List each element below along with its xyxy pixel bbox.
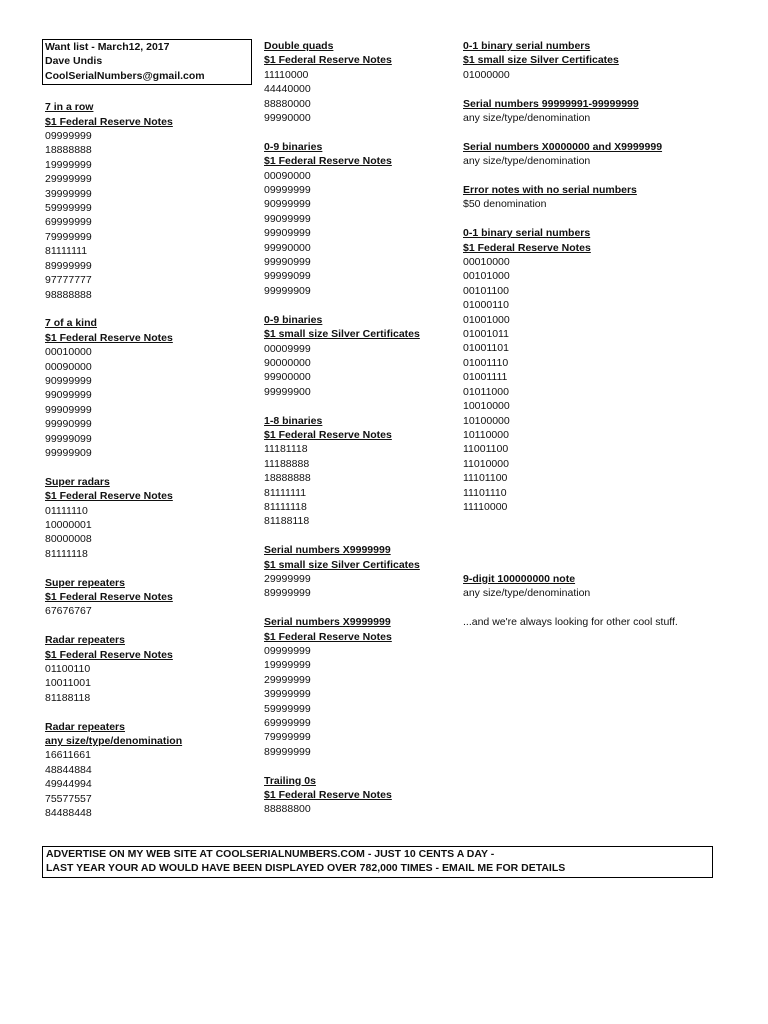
section-subheading: $1 Federal Reserve Notes: [264, 789, 392, 802]
want-section: [463, 97, 743, 126]
serial-number: 11010000: [463, 457, 509, 470]
serial-number: 99900000: [264, 371, 311, 384]
section-heading: Serial numbers X9999999: [264, 616, 391, 629]
serial-number: 11101110: [463, 486, 507, 499]
list-title: Want list - March12, 2017: [45, 41, 170, 53]
serial-number: 01000000: [463, 68, 510, 81]
serial-number: any size/type/denomination: [463, 155, 591, 168]
want-section: [463, 39, 743, 82]
serial-number: 88888800: [264, 803, 311, 816]
column-3: [463, 39, 743, 644]
want-section: [264, 774, 459, 817]
section-heading: Serial numbers 99999991-99999999: [463, 97, 639, 110]
column-2-sections: [264, 39, 459, 817]
serial-number: 19999999: [264, 659, 311, 672]
serial-number: 00009999: [264, 342, 311, 355]
section-subheading: $1 Federal Reserve Notes: [45, 590, 173, 603]
serial-number: 99999909: [45, 446, 92, 459]
serial-number: 01000110: [463, 299, 509, 312]
want-section: [45, 100, 255, 302]
serial-number: 11101100: [463, 472, 508, 485]
serial-number: 19999999: [45, 158, 92, 171]
serial-number: 59999999: [264, 702, 311, 715]
want-section: [264, 615, 459, 759]
want-section: [463, 140, 743, 169]
serial-number: 89999999: [264, 745, 311, 758]
serial-number: 01001101: [463, 342, 509, 355]
want-section: [45, 720, 255, 821]
serial-number: 11181118: [264, 443, 308, 456]
want-section: [45, 576, 255, 619]
column-1-sections: [45, 100, 255, 820]
want-section: [463, 226, 743, 514]
section-9-digit-note: [463, 572, 743, 630]
serial-number: 99990000: [264, 241, 311, 254]
serial-number: 79999999: [264, 731, 311, 744]
serial-number: any size/type/denomination: [463, 112, 591, 125]
want-section: [264, 140, 459, 298]
serial-number: 00010000: [45, 346, 92, 359]
section-subheading: $1 Federal Reserve Notes: [264, 630, 392, 643]
serial-number: 11110000: [264, 68, 309, 81]
section-subheading: $1 Federal Reserve Notes: [264, 155, 392, 168]
footer-note: ...and we're always looking for other cool stuff.: [463, 615, 678, 628]
serial-number: 99099999: [264, 212, 311, 225]
want-section: [264, 39, 459, 125]
owner-email: CoolSerialNumbers@gmail.com: [45, 69, 205, 82]
serial-number: 49944994: [45, 778, 92, 791]
serial-number: 01001011: [463, 328, 509, 341]
serial-number: 79999999: [45, 230, 92, 243]
section-subheading: $1 Federal Reserve Notes: [463, 241, 591, 254]
serial-number: 09999999: [264, 644, 311, 657]
serial-number: 98888888: [45, 288, 92, 301]
serial-number: 90000000: [264, 356, 311, 369]
serial-number: 11188888: [264, 457, 310, 470]
serial-number: 10110000: [463, 428, 509, 441]
section-subheading: $1 Federal Reserve Notes: [264, 428, 392, 441]
serial-number: 99999909: [264, 284, 311, 297]
serial-number: 80000008: [45, 533, 92, 546]
want-section: [264, 313, 459, 399]
serial-number: 01011000: [463, 385, 509, 398]
serial-number: 67676767: [45, 605, 92, 618]
serial-number: 59999999: [45, 202, 92, 215]
serial-number: 81111118: [264, 500, 307, 513]
owner-name: Dave Undis: [45, 55, 103, 68]
section-heading: Serial numbers X0000000 and X9999999: [463, 140, 663, 153]
serial-number: 11001100: [463, 443, 509, 456]
serial-number: 84488448: [45, 807, 92, 820]
section-value: any size/type/denomination: [463, 587, 591, 600]
serial-number: 81111111: [45, 245, 88, 258]
serial-number: 16611661: [45, 749, 91, 762]
section-heading: 0-1 binary serial numbers: [463, 227, 591, 240]
ad-line-1: ADVERTISE ON MY WEB SITE AT COOLSERIALNUMBERS.COM - JUST 10 CENTS A DAY -: [46, 848, 495, 860]
serial-number: 44440000: [264, 83, 311, 96]
want-section: [45, 316, 255, 460]
serial-number: 89999999: [45, 259, 92, 272]
serial-number: 09999999: [45, 130, 92, 143]
section-heading: 1-8 binaries: [264, 414, 323, 427]
section-heading: Trailing 0s: [264, 774, 316, 787]
section-subheading: any size/type/denomination: [45, 735, 183, 748]
serial-number: 29999999: [264, 572, 311, 585]
serial-number: 99990999: [45, 418, 92, 431]
serial-number: 89999999: [264, 587, 311, 600]
serial-number: 29999999: [45, 173, 92, 186]
section-heading: 9-digit 100000000 note: [463, 572, 576, 585]
serial-number: 99999099: [45, 432, 92, 445]
serial-number: 99099999: [45, 389, 92, 402]
section-heading: Error notes with no serial numbers: [463, 184, 637, 197]
section-subheading: $1 small size Silver Certificates: [463, 54, 619, 67]
section-subheading: $1 Federal Reserve Notes: [45, 490, 173, 503]
serial-number: 00101100: [463, 284, 509, 297]
serial-number: 48844884: [45, 763, 92, 776]
serial-number: 99909999: [264, 227, 311, 240]
column-1: [45, 39, 255, 835]
serial-number: 90999999: [45, 374, 92, 387]
section-heading: Radar repeaters: [45, 720, 125, 733]
column-3-sections: [463, 39, 743, 514]
section-heading: Serial numbers X9999999: [264, 544, 391, 557]
want-section: [45, 475, 255, 561]
serial-number: 90999999: [264, 198, 311, 211]
section-heading: 0-9 binaries: [264, 313, 323, 326]
serial-number: 81111118: [45, 547, 88, 560]
serial-number: 01111110: [45, 504, 88, 517]
section-subheading: $1 Federal Reserve Notes: [45, 648, 173, 661]
serial-number: 18888888: [264, 472, 311, 485]
serial-number: 01100110: [45, 663, 91, 675]
section-heading: Super repeaters: [45, 576, 125, 589]
serial-number: 75577557: [45, 792, 92, 805]
want-section: [463, 183, 743, 212]
want-section: [45, 633, 255, 705]
serial-number: 99999099: [264, 270, 311, 283]
advertisement-box: [42, 846, 713, 878]
section-subheading: $1 Federal Reserve Notes: [45, 115, 173, 128]
serial-number: 69999999: [264, 717, 311, 730]
serial-number: 39999999: [45, 187, 92, 200]
serial-number: 00101000: [463, 270, 510, 283]
serial-number: 99999900: [264, 385, 311, 398]
section-subheading: $1 small size Silver Certificates: [264, 328, 420, 341]
serial-number: 99990999: [264, 256, 311, 269]
serial-number: 99909999: [45, 403, 92, 416]
serial-number: 69999999: [45, 216, 92, 229]
section-subheading: $1 small size Silver Certificates: [264, 558, 420, 571]
section-heading: 7 of a kind: [45, 317, 97, 330]
section-heading: 0-9 binaries: [264, 140, 323, 153]
serial-number: 10000001: [45, 518, 92, 531]
serial-number: $50 denomination: [463, 198, 547, 211]
serial-number: 39999999: [264, 688, 311, 701]
serial-number: 81188118: [264, 515, 310, 528]
serial-number: 09999999: [264, 184, 311, 197]
section-heading: 7 in a row: [45, 101, 94, 114]
serial-number: 81188118: [45, 691, 91, 704]
section-heading: Radar repeaters: [45, 634, 125, 647]
section-subheading: $1 Federal Reserve Notes: [45, 331, 173, 344]
serial-number: 88880000: [264, 97, 311, 110]
serial-number: 18888888: [45, 144, 92, 157]
serial-number: 01001111: [463, 371, 508, 384]
header-box: [42, 39, 252, 85]
serial-number: 01001110: [463, 356, 509, 369]
serial-number: 00010000: [463, 256, 510, 269]
serial-number: 10100000: [463, 414, 510, 427]
section-heading: Super radars: [45, 475, 110, 488]
serial-number: 29999999: [264, 673, 311, 686]
serial-number: 11110000: [463, 500, 508, 513]
section-heading: Double quads: [264, 40, 334, 52]
ad-line-2: LAST YEAR YOUR AD WOULD HAVE BEEN DISPLAYED OVER 782,000 TIMES - EMAIL ME FOR DETAILS: [46, 862, 566, 875]
serial-number: 99990000: [264, 112, 311, 125]
serial-number: 97777777: [45, 274, 92, 287]
column-2: [264, 39, 459, 831]
serial-number: 10011001: [45, 677, 91, 690]
want-section: [264, 414, 459, 529]
serial-number: 00090000: [45, 360, 92, 373]
serial-number: 81111111: [264, 486, 307, 499]
serial-number: 01001000: [463, 313, 510, 326]
want-section: [264, 543, 459, 601]
serial-number: 10010000: [463, 400, 510, 413]
section-heading: 0-1 binary serial numbers: [463, 40, 591, 52]
section-subheading: $1 Federal Reserve Notes: [264, 54, 392, 67]
serial-number: 00090000: [264, 169, 311, 182]
